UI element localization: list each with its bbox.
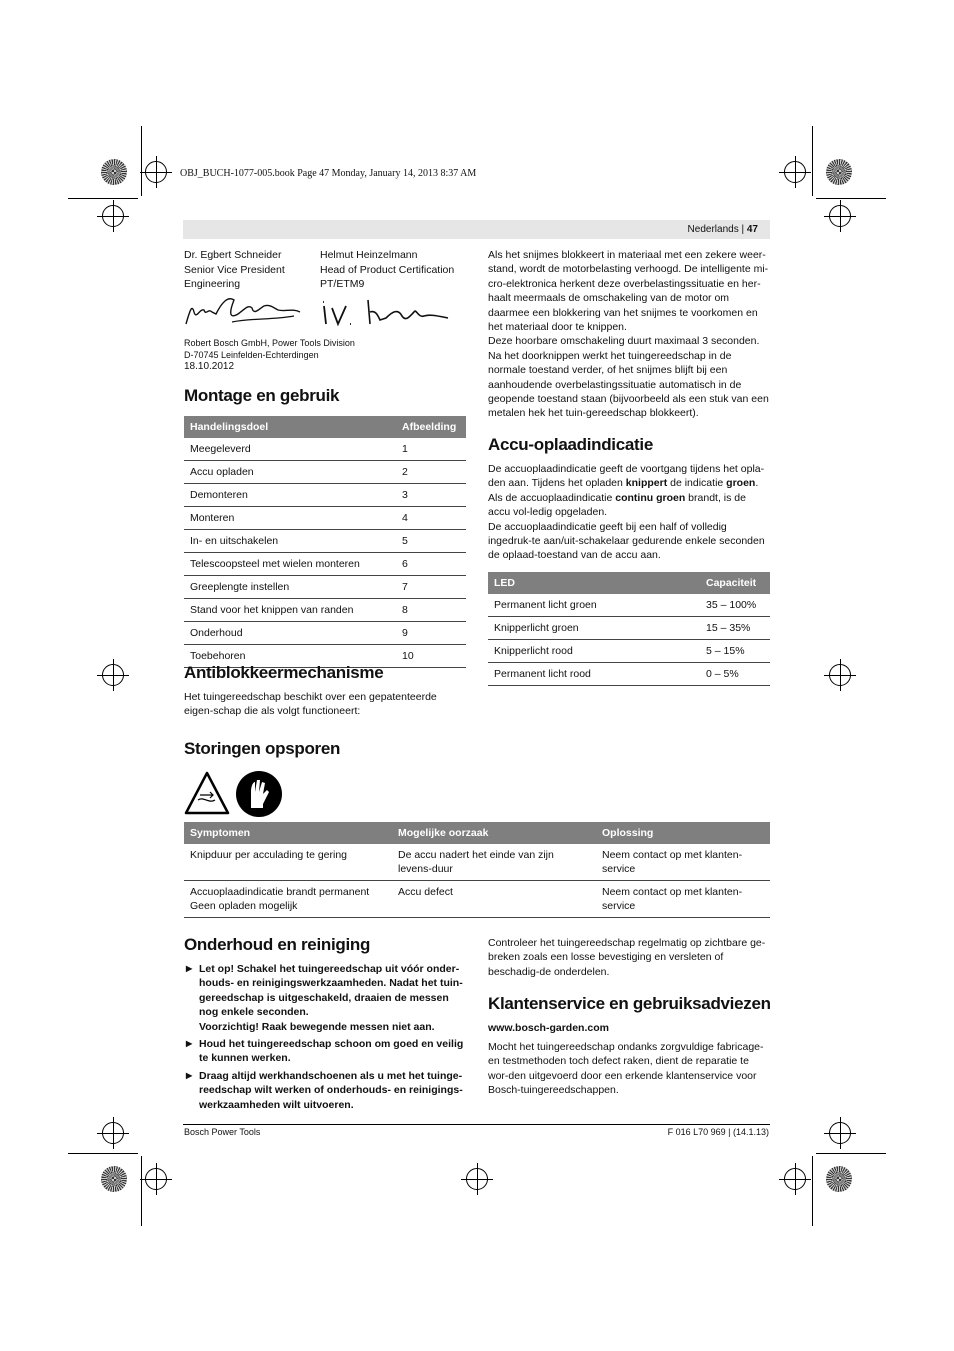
registration-rosette xyxy=(101,1166,127,1192)
warning-triangle-icon xyxy=(183,770,231,816)
column-header: Symptomen xyxy=(184,822,392,844)
crosshair-mark xyxy=(466,1168,488,1190)
crop-line xyxy=(68,198,138,199)
footer-rule xyxy=(183,1124,770,1125)
text-run: continu groen xyxy=(615,491,686,504)
handwritten-signature-right xyxy=(320,294,450,330)
klanten-url[interactable]: www.bosch-garden.com xyxy=(488,1022,609,1034)
company-name: Robert Bosch GmbH, Power Tools Division xyxy=(184,338,355,348)
table-row xyxy=(488,594,770,617)
table-cell: Permanent licht groen xyxy=(488,594,700,617)
table-row xyxy=(488,617,770,640)
table-row xyxy=(488,663,770,686)
klanten-text: Mocht het tuingereedschap ondanks zorgvuldige fabricage-en testmethoden toch defect raken, dient de reparatie te wor-den uitgevoerd door een erkende klantenservice voor Bosch-tuingereedschappen. xyxy=(488,1041,764,1097)
table-cell: Monteren xyxy=(184,507,396,530)
registration-rosette xyxy=(826,1166,852,1192)
table-row xyxy=(184,484,466,507)
crop-line xyxy=(141,1156,142,1226)
text-run: de indicatie xyxy=(667,477,727,490)
table-row xyxy=(184,622,466,645)
footer-right: F 016 L70 969 | (14.1.13) xyxy=(667,1127,769,1137)
onderhoud-right-text: Controleer het tuingereedschap regelmatig op zichtbare ge-breken zoals een losse bevestiging en versleten of beschadig-de onderdelen. xyxy=(488,937,766,978)
table-row xyxy=(184,461,466,484)
signatory-title: Engineering xyxy=(184,278,241,290)
page-header xyxy=(688,224,758,236)
table-row xyxy=(184,530,466,553)
footer-left: Bosch Power Tools xyxy=(184,1127,261,1137)
table-cell: Knipduur per acculading te gering xyxy=(184,844,392,881)
table-cell: Telescoopsteel met wielen monteren xyxy=(184,553,396,576)
column-header: Oplossing xyxy=(596,822,770,844)
column-header: Capaciteit xyxy=(700,572,770,594)
paragraph: Na het doorknippen werkt het tuingereedschap in de normale toestand verder, of het snijmes blijft bij een aanhoudende overbelastingssituatie automatisch in de geopende toestand staan (bijvoorbeeld als een stuk van een metalen hek het tuin-gereedschap blokkeert). xyxy=(488,349,769,420)
bullet-text: Voorzichtig! Raak bewegende messen niet aan. xyxy=(199,1020,435,1033)
table-cell: 0 – 5% xyxy=(700,663,770,686)
table-cell: 2 xyxy=(396,461,466,484)
cell-line: Geen opladen mogelijk xyxy=(190,900,298,912)
table-cell: 15 – 35% xyxy=(700,617,770,640)
company-address-block xyxy=(184,337,355,373)
column-header: LED xyxy=(488,572,700,594)
table-cell: 10 xyxy=(396,645,466,668)
table-cell: Knipperlicht rood xyxy=(488,640,700,663)
table-row xyxy=(184,844,770,881)
page-header-bar xyxy=(183,220,770,239)
crop-line xyxy=(68,1153,138,1154)
print-header: OBJ_BUCH-1077-005.book Page 47 Monday, January 14, 2013 8:37 AM xyxy=(180,168,477,179)
signature-right-block xyxy=(320,248,454,292)
storingen-table xyxy=(184,822,770,918)
crosshair-mark xyxy=(829,664,851,686)
table-cell: 5 – 15% xyxy=(700,640,770,663)
table-cell: Accu defect xyxy=(392,881,596,918)
section-heading-montage: Montage en gebruik xyxy=(184,386,340,405)
text-run: groen xyxy=(726,477,756,490)
table-cell: Neem contact op met klanten-service xyxy=(596,881,770,918)
text-run: De accuoplaadindicatie geeft de voortgang tijdens het opla-den aan. Tijdens het opladen xyxy=(488,463,765,490)
table-cell: 6 xyxy=(396,553,466,576)
page-number: 47 xyxy=(746,224,758,235)
signatory-title: PT/ETM9 xyxy=(320,278,365,290)
table-cell xyxy=(184,881,392,918)
paragraph: Deze hoorbare omschakeling duurt maximaal 3 seconden. xyxy=(488,335,760,348)
table-cell: Accu opladen xyxy=(184,461,396,484)
section-heading-klantenservice: Klantenservice en gebruiksadviezen xyxy=(488,994,771,1013)
signature-date: 18.10.2012 xyxy=(184,361,235,372)
table-cell: Neem contact op met klanten-service xyxy=(596,844,770,881)
table-row xyxy=(184,507,466,530)
table-cell: 8 xyxy=(396,599,466,622)
table-cell: 3 xyxy=(396,484,466,507)
table-row xyxy=(184,576,466,599)
table-row xyxy=(184,553,466,576)
table-cell: 35 – 100% xyxy=(700,594,770,617)
signatory-name: Helmut Heinzelmann xyxy=(320,249,418,261)
crop-line xyxy=(816,1153,886,1154)
header-separator: | xyxy=(741,224,745,235)
table-cell: Demonteren xyxy=(184,484,396,507)
table-cell: 5 xyxy=(396,530,466,553)
table-cell: Toebehoren xyxy=(184,645,396,668)
crosshair-mark xyxy=(102,1122,124,1144)
crosshair-mark xyxy=(829,205,851,227)
crosshair-mark xyxy=(145,161,167,183)
signature-left-block xyxy=(184,248,285,292)
accu-table xyxy=(488,572,770,686)
table-cell: Stand voor het knippen van randen xyxy=(184,599,396,622)
crosshair-mark xyxy=(145,1168,167,1190)
bullet-item xyxy=(186,962,468,1034)
crosshair-mark xyxy=(102,205,124,227)
table-cell: 9 xyxy=(396,622,466,645)
section-heading-antiblok: Antiblokkeermechanisme xyxy=(184,663,384,682)
table-cell: Meegeleverd xyxy=(184,438,396,461)
company-address: D-70745 Leinfelden-Echterdingen xyxy=(184,350,319,360)
antiblok-text: Het tuingereedschap beschikt over een gepatenteerde eigen-schap die als volgt functioneert: xyxy=(184,691,437,718)
crosshair-mark xyxy=(829,1122,851,1144)
paragraph: De accuoplaadindicatie geeft bij een half of volledig ingedruk-te aan/uit-schakelaar gedurende enkele seconden de oplaad-toestand van de accu aan. xyxy=(488,520,765,562)
table-cell: 4 xyxy=(396,507,466,530)
table-row xyxy=(184,599,466,622)
table-cell: 1 xyxy=(396,438,466,461)
column-header: Mogelijke oorzaak xyxy=(392,822,596,844)
signatory-title: Head of Product Certification xyxy=(320,263,455,276)
text-run: brandt, is de accu vol-ledig opgeladen. xyxy=(488,491,746,519)
table-cell: Onderhoud xyxy=(184,622,396,645)
onderhoud-bullets xyxy=(186,962,468,1115)
crosshair-mark xyxy=(102,664,124,686)
signatory-title: Senior Vice President xyxy=(184,263,285,276)
crosshair-mark xyxy=(784,161,806,183)
column-header: Handelingsdoel xyxy=(184,416,396,438)
table-cell: 7 xyxy=(396,576,466,599)
crop-line xyxy=(812,1156,813,1226)
signatory-name: Dr. Egbert Schneider xyxy=(184,249,282,261)
bullet-item: ▶ Houd het tuingereedschap schoon om goed en veilig te kunnen werken. xyxy=(186,1037,468,1066)
text-run: . Als de accuoplaadindicatie xyxy=(488,477,759,504)
montage-table xyxy=(184,416,466,668)
crop-line xyxy=(141,126,142,196)
table-cell: Knipperlicht groen xyxy=(488,617,700,640)
header-language: Nederlands xyxy=(687,224,739,235)
table-row xyxy=(184,881,770,918)
table-cell: Greeplengte instellen xyxy=(184,576,396,599)
gloves-icon xyxy=(235,770,283,818)
registration-rosette xyxy=(826,159,852,185)
bullet-item: ▶ Draag altijd werkhandschoenen als u met het tuinge-reedschap wilt werken of onderhouds- en reinigings-werkzaamheden wilt uitvoeren. xyxy=(186,1069,468,1112)
crop-line xyxy=(816,198,886,199)
cell-line: Accuoplaadindicatie brandt permanent xyxy=(190,886,370,898)
table-cell: Permanent licht rood xyxy=(488,663,700,686)
right-column-text xyxy=(488,248,770,421)
crosshair-mark xyxy=(784,1168,806,1190)
bullet-text: ▶ Let op! Schakel het tuingereedschap uit vóór onder-houds- en reinigingswerkzaamheden. Nadat het tuin-gereedschap is uitgeschakeld, draaien de messen nog enkele seconden. xyxy=(199,963,463,1019)
section-heading-storingen: Storingen opsporen xyxy=(184,739,341,758)
accu-text xyxy=(488,462,770,563)
section-heading-onderhoud: Onderhoud en reiniging xyxy=(184,935,371,954)
paragraph: Als het snijmes blokkeert in materiaal met een zekere weer-stand, wordt de motorbelasting verhoogd. De intelligente mi-cro-elektronica herkent deze overbelastingssituatie en her-haalt meermaals de omschakeling van de motor om daarmee een blokkering van het snijmes te voorkomen en het materiaal door te knippen. xyxy=(488,249,769,334)
paragraph xyxy=(488,462,770,520)
table-row xyxy=(488,640,770,663)
section-heading-accu: Accu-oplaadindicatie xyxy=(488,435,653,454)
table-cell: De accu nadert het einde van zijn levens-duur xyxy=(392,844,596,881)
column-header: Afbeelding xyxy=(396,416,466,438)
crop-line xyxy=(812,126,813,196)
handwritten-signature-left xyxy=(182,290,307,330)
text-run: knippert xyxy=(625,477,668,490)
table-cell: In- en uitschakelen xyxy=(184,530,396,553)
table-row xyxy=(184,438,466,461)
registration-rosette xyxy=(101,159,127,185)
